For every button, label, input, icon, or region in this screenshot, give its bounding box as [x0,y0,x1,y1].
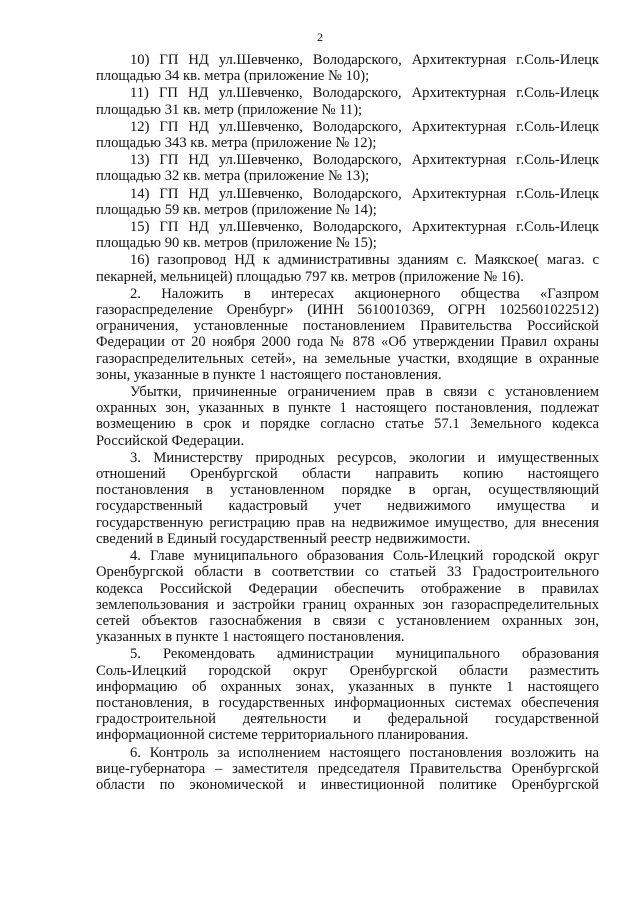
text-line: 15) ГП НД ул.Шевченко, Володарского, Архитектурная г.Соль-Илецк [130,219,599,236]
text-line: Соль-Илецкий городской округ Оренбургской области разместить [96,662,599,679]
text-line: площадью 32 кв. метра (приложение № 13); [96,168,370,185]
text-line: информацию об охранных зонах, указанных в пункте 1 настоящего [96,678,599,695]
text-line: площадью 59 кв. метров (приложение № 14); [96,201,377,218]
text-line: 2. Наложить в интересах акционерного общества «Газпром [130,285,599,302]
text-line: площадью 31 кв. метр (приложение № 11); [96,101,363,118]
text-line: информационной системе территориального планирования. [96,727,469,744]
text-line: площадью 90 кв. метров (приложение № 15); [96,235,377,252]
text-line: площадью 34 кв. метра (приложение № 10); [96,68,370,85]
text-line: государственную регистрацию прав на недвижимое имущество, для внесения [96,514,599,531]
paragraph-p13 [96,152,599,184]
text-line: газораспределительных сетей», на земельные участки, входящие в охранные [96,350,599,367]
text-line: 13) ГП НД ул.Шевченко, Володарского, Архитектурная г.Соль-Илецк [130,152,599,169]
page-number: 2 [317,30,323,44]
paragraph-s5 [96,646,599,743]
text-line: площадью 343 кв. метра (приложение № 12); [96,135,377,152]
text-line: газораспределение Оренбург» (ИНН 5610010369, ОГРН 1025601022512) [96,302,599,319]
text-line: вице-губернатора – заместителя председателя Правительства Оренбургской [96,760,599,777]
text-line: градостроительной деятельности и федеральной государственной [96,711,599,728]
text-line: 6. Контроль за исполнением настоящего постановления возложить на [130,744,599,761]
paragraph-p14 [96,186,599,218]
text-line: кодекса Российской Федерации обеспечить отображение в правилах [96,580,599,597]
text-line: 11) ГП НД ул.Шевченко, Володарского, Архитектурная г.Соль-Илецк [130,85,599,102]
paragraph-p10 [96,52,599,84]
text-line: Оренбургской области в соответствии со статьей 33 Градостроительного [96,564,599,581]
text-line: 14) ГП НД ул.Шевченко, Володарского, Архитектурная г.Соль-Илецк [130,185,599,202]
text-line: возмещению в срок и порядке согласно статье 57.1 Земельного кодекса [96,416,599,433]
paragraph-s2b [96,384,599,449]
document-body [96,52,599,794]
text-line: сетей объектов газоснабжения в связи с установлением охранных зон, [96,612,599,629]
text-line: государственный кадастровый учет недвижимого имущества и [96,498,599,515]
text-line: 12) ГП НД ул.Шевченко, Володарского, Архитектурная г.Соль-Илецк [130,118,599,135]
text-line: пекарней, мельницей) площадью 797 кв. метров (приложение № 16). [96,268,524,285]
text-line: Российской Федерации. [96,432,245,449]
text-line: 10) ГП НД ул.Шевченко, Володарского, Архитектурная г.Соль-Илецк [130,52,599,68]
paragraph-s4 [96,548,599,645]
text-line: 4. Главе муниципального образования Соль-Илецкий городской округ [130,548,599,565]
text-line: 5. Рекомендовать администрации муниципального образования [130,646,599,663]
paragraph-s6 [96,745,599,794]
paragraph-s2 [96,286,599,383]
text-line: постановления в установленном порядке в орган, осуществляющий [96,482,599,499]
text-line: 3. Министерству природных ресурсов, экологии и имущественных [130,449,599,466]
text-line: отношений Оренбургской области направить копию настоящего [96,466,599,483]
text-line: Убытки, причиненные ограничением прав в связи с установлением [130,384,599,401]
text-line: землепользования и застройки границ охранных зон газораспределительных [96,596,599,613]
text-line: указанных в пункте 1 настоящего постановления. [96,629,405,646]
text-line: области по экономической и инвестиционной политике Оренбургской [96,776,599,793]
text-line: сведений в Единый государственный реестр недвижимости. [96,530,471,547]
paragraph-p11 [96,85,599,117]
text-line: Федерации от 20 ноября 2000 года № 878 «Об утверждении Правил охраны [96,334,599,351]
text-line: постановления, в государственных информационных системах обеспечения [96,694,599,711]
text-line: охранных зон, указанных в пункте 1 настоящего постановления, подлежат [96,400,599,417]
text-line: ограничения, установленные постановлением Правительства Российской [96,318,599,335]
text-line: 16) газопровод НД к административны зданиям с. Маякское( магаз. с [130,252,599,269]
paragraph-p15 [96,219,599,251]
paragraph-p16 [96,252,599,284]
paragraph-s3 [96,450,599,547]
text-line: зоны, указанные в пункте 1 настоящего постановления. [96,366,442,383]
paragraph-p12 [96,119,599,151]
